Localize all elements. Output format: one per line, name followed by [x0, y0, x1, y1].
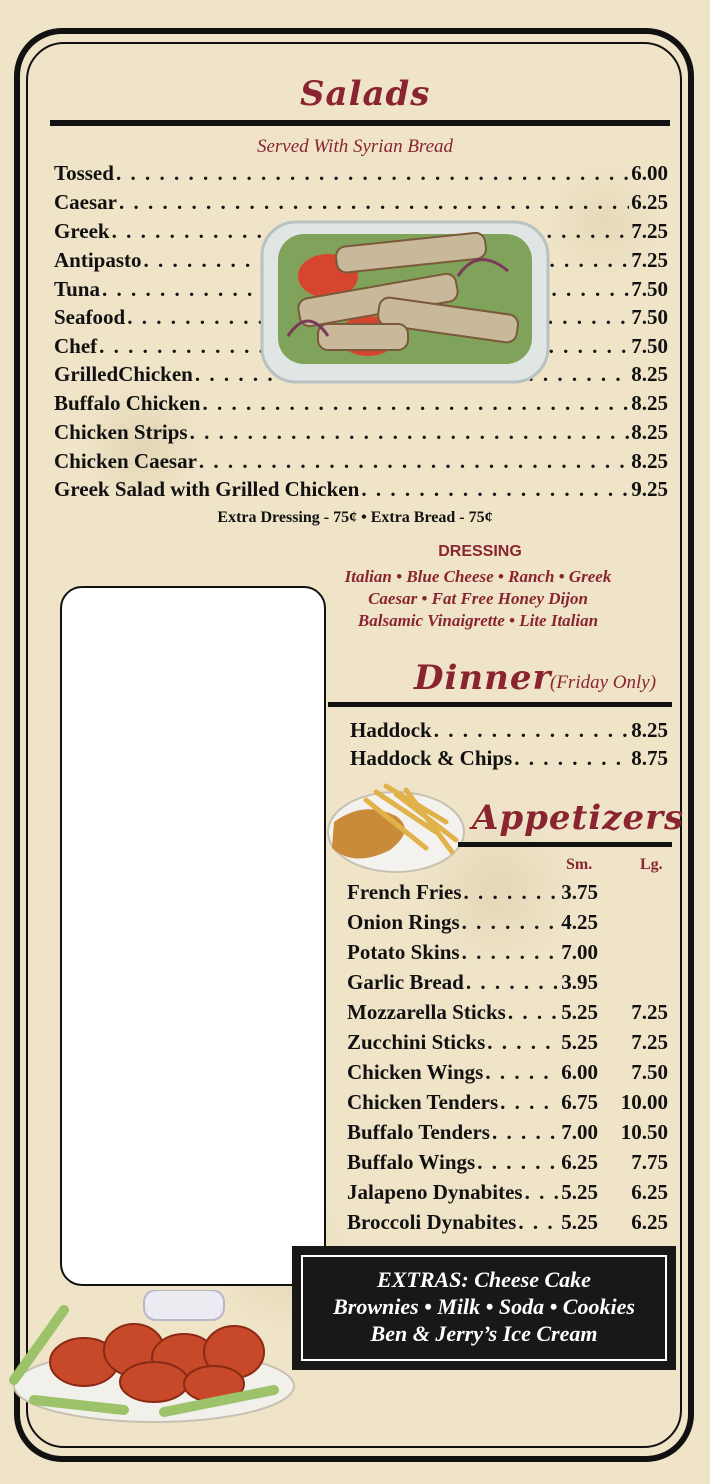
appetizer-row — [347, 940, 598, 965]
salad-item-name: Chicken Strips — [54, 420, 188, 444]
dressing-heading: DRESSING — [438, 543, 522, 560]
dot-leader — [199, 449, 629, 474]
dinner-item-price: 8.25 — [631, 718, 668, 742]
dot-leader — [119, 190, 629, 215]
appetizer-small-price: 7.00 — [561, 1120, 598, 1144]
salad-item-price: 8.25 — [631, 420, 668, 444]
salad-item-price: 8.25 — [631, 362, 668, 386]
dot-leader — [116, 161, 629, 186]
dot-leader — [462, 940, 560, 965]
salad-item-name: Antipasto — [54, 248, 142, 272]
extras-line-1: EXTRAS: Cheese Cake — [377, 1267, 591, 1292]
salad-item-price: 7.25 — [631, 248, 668, 272]
dressing-line-2: Caesar • Fat Free Honey Dijon — [368, 589, 588, 608]
appetizer-small-price: 5.25 — [561, 1210, 598, 1234]
salad-row — [54, 449, 668, 474]
dinner-item-name: Haddock — [350, 718, 432, 742]
appetizer-item-name: Mozzarella Sticks — [347, 1000, 506, 1024]
appetizer-small-price: 6.75 — [561, 1090, 598, 1114]
salad-photo — [258, 216, 552, 388]
salad-extras-note: Extra Dressing - 75¢ • Extra Bread - 75¢ — [217, 509, 493, 526]
salads-rule — [50, 120, 670, 126]
col-small-heading: Sm. — [566, 856, 593, 873]
appetizer-item-name: Buffalo Wings — [347, 1150, 476, 1174]
salad-item-name: Chicken Caesar — [54, 449, 197, 473]
dinner-row — [350, 746, 668, 771]
appetizer-item-name: Broccoli Dynabites — [347, 1210, 517, 1234]
appetizer-row — [347, 1180, 598, 1205]
appetizer-row — [347, 1060, 598, 1085]
buffalo-wings-photo — [4, 1290, 304, 1426]
appetizer-large-price: 7.25 — [631, 1030, 668, 1054]
salad-item-price: 7.50 — [631, 334, 668, 358]
dot-leader — [466, 970, 559, 995]
appetizer-row — [347, 1030, 598, 1055]
appetizer-small-price: 5.25 — [561, 1000, 598, 1024]
salad-item-name: Tuna — [54, 277, 100, 301]
salad-item-price: 8.25 — [631, 449, 668, 473]
salads-subtitle: Served With Syrian Bread — [256, 136, 454, 157]
appetizer-item-name: Buffalo Tenders — [347, 1120, 490, 1144]
dot-leader — [361, 477, 629, 502]
salad-row — [54, 161, 668, 186]
dot-leader — [518, 1210, 559, 1235]
dot-leader — [492, 1120, 559, 1145]
appetizer-small-price: 3.95 — [561, 970, 598, 994]
appetizer-small-price: 5.25 — [561, 1030, 598, 1054]
dot-leader — [485, 1060, 559, 1085]
salad-row — [54, 190, 668, 215]
appetizer-large-price: 6.25 — [631, 1210, 668, 1234]
salad-item-price: 9.25 — [631, 477, 668, 501]
appetizer-row — [347, 1210, 598, 1235]
salad-row — [54, 420, 668, 445]
dot-leader — [464, 880, 560, 905]
salad-item-name: Caesar — [54, 190, 117, 214]
appetizer-item-name: Jalapeno Dynabites — [347, 1180, 523, 1204]
appetizers-rule — [458, 842, 672, 847]
salads-title: Salads — [300, 74, 431, 114]
appetizer-item-name: Garlic Bread — [347, 970, 464, 994]
salad-item-name: Greek Salad with Grilled Chicken — [54, 477, 360, 501]
appetizer-small-price: 4.25 — [561, 910, 598, 934]
dinner-rule — [328, 702, 672, 707]
appetizer-item-name: Chicken Tenders — [347, 1090, 499, 1114]
extras-line-3: Ben & Jerry’s Ice Cream — [370, 1321, 598, 1346]
appetizer-item-name: Onion Rings — [347, 910, 460, 934]
extras-line-2: Brownies • Milk • Soda • Cookies — [333, 1294, 635, 1319]
salad-item-name: Seafood — [54, 305, 126, 329]
appetizer-item-name: French Fries — [347, 880, 462, 904]
dinner-row — [350, 718, 668, 743]
appetizer-small-price: 6.25 — [561, 1150, 598, 1174]
dot-leader — [462, 910, 560, 935]
dot-leader — [514, 746, 629, 771]
salad-item-price: 6.00 — [631, 161, 668, 185]
salad-item-price: 6.25 — [631, 190, 668, 214]
dressing-line-1: Italian • Blue Cheese • Ranch • Greek — [344, 567, 612, 586]
salad-item-name: Buffalo Chicken — [54, 391, 201, 415]
appetizer-item-name: Chicken Wings — [347, 1060, 484, 1084]
salad-item-name: Greek — [54, 219, 110, 243]
appetizer-row — [347, 880, 598, 905]
appetizer-large-price: 7.75 — [631, 1150, 668, 1174]
appetizer-row — [347, 970, 598, 995]
appetizers-title: Appetizers — [472, 798, 685, 838]
dot-leader — [202, 391, 629, 416]
appetizer-small-price: 3.75 — [561, 880, 598, 904]
dinner-item-price: 8.75 — [631, 746, 668, 770]
salad-item-price: 7.50 — [631, 305, 668, 329]
appetizer-row — [347, 910, 598, 935]
appetizer-row — [347, 1090, 598, 1115]
dressing-line-3: Balsamic Vinaigrette • Lite Italian — [357, 611, 599, 630]
salad-item-name: Tossed — [54, 161, 114, 185]
dot-leader — [500, 1090, 559, 1115]
appetizer-large-price: 7.50 — [631, 1060, 668, 1084]
appetizer-small-price: 5.25 — [561, 1180, 598, 1204]
dinner-note: (Friday Only) — [550, 672, 657, 693]
dot-leader — [434, 718, 630, 743]
salad-item-price: 8.25 — [631, 391, 668, 415]
appetizer-small-price: 6.00 — [561, 1060, 598, 1084]
appetizer-row — [347, 1120, 598, 1145]
salad-row — [54, 477, 668, 502]
dot-leader — [508, 1000, 559, 1025]
extras-box — [292, 1246, 676, 1370]
appetizer-item-name: Potato Skins — [347, 940, 460, 964]
salad-item-name: Chef — [54, 334, 98, 358]
appetizer-large-price: 7.25 — [631, 1000, 668, 1024]
dot-leader — [477, 1150, 559, 1175]
salad-item-price: 7.25 — [631, 219, 668, 243]
appetizer-item-name: Zucchini Sticks — [347, 1030, 486, 1054]
appetizer-row — [347, 1000, 598, 1025]
appetizer-small-price: 7.00 — [561, 940, 598, 964]
appetizer-large-price: 6.25 — [631, 1180, 668, 1204]
dot-leader — [190, 420, 630, 445]
dot-leader — [487, 1030, 559, 1055]
fish-and-chips-photo — [326, 772, 466, 876]
dot-leader — [525, 1180, 560, 1205]
col-large-heading: Lg. — [640, 856, 663, 873]
blank-panel — [60, 586, 326, 1286]
dinner-item-name: Haddock & Chips — [350, 746, 513, 770]
dinner-title: Dinner — [414, 658, 552, 698]
appetizer-row — [347, 1150, 598, 1175]
appetizer-large-price: 10.50 — [620, 1120, 668, 1144]
appetizer-large-price: 10.00 — [620, 1090, 668, 1114]
salad-row — [54, 391, 668, 416]
salad-item-name: GrilledChicken — [54, 362, 193, 386]
salad-item-price: 7.50 — [631, 277, 668, 301]
